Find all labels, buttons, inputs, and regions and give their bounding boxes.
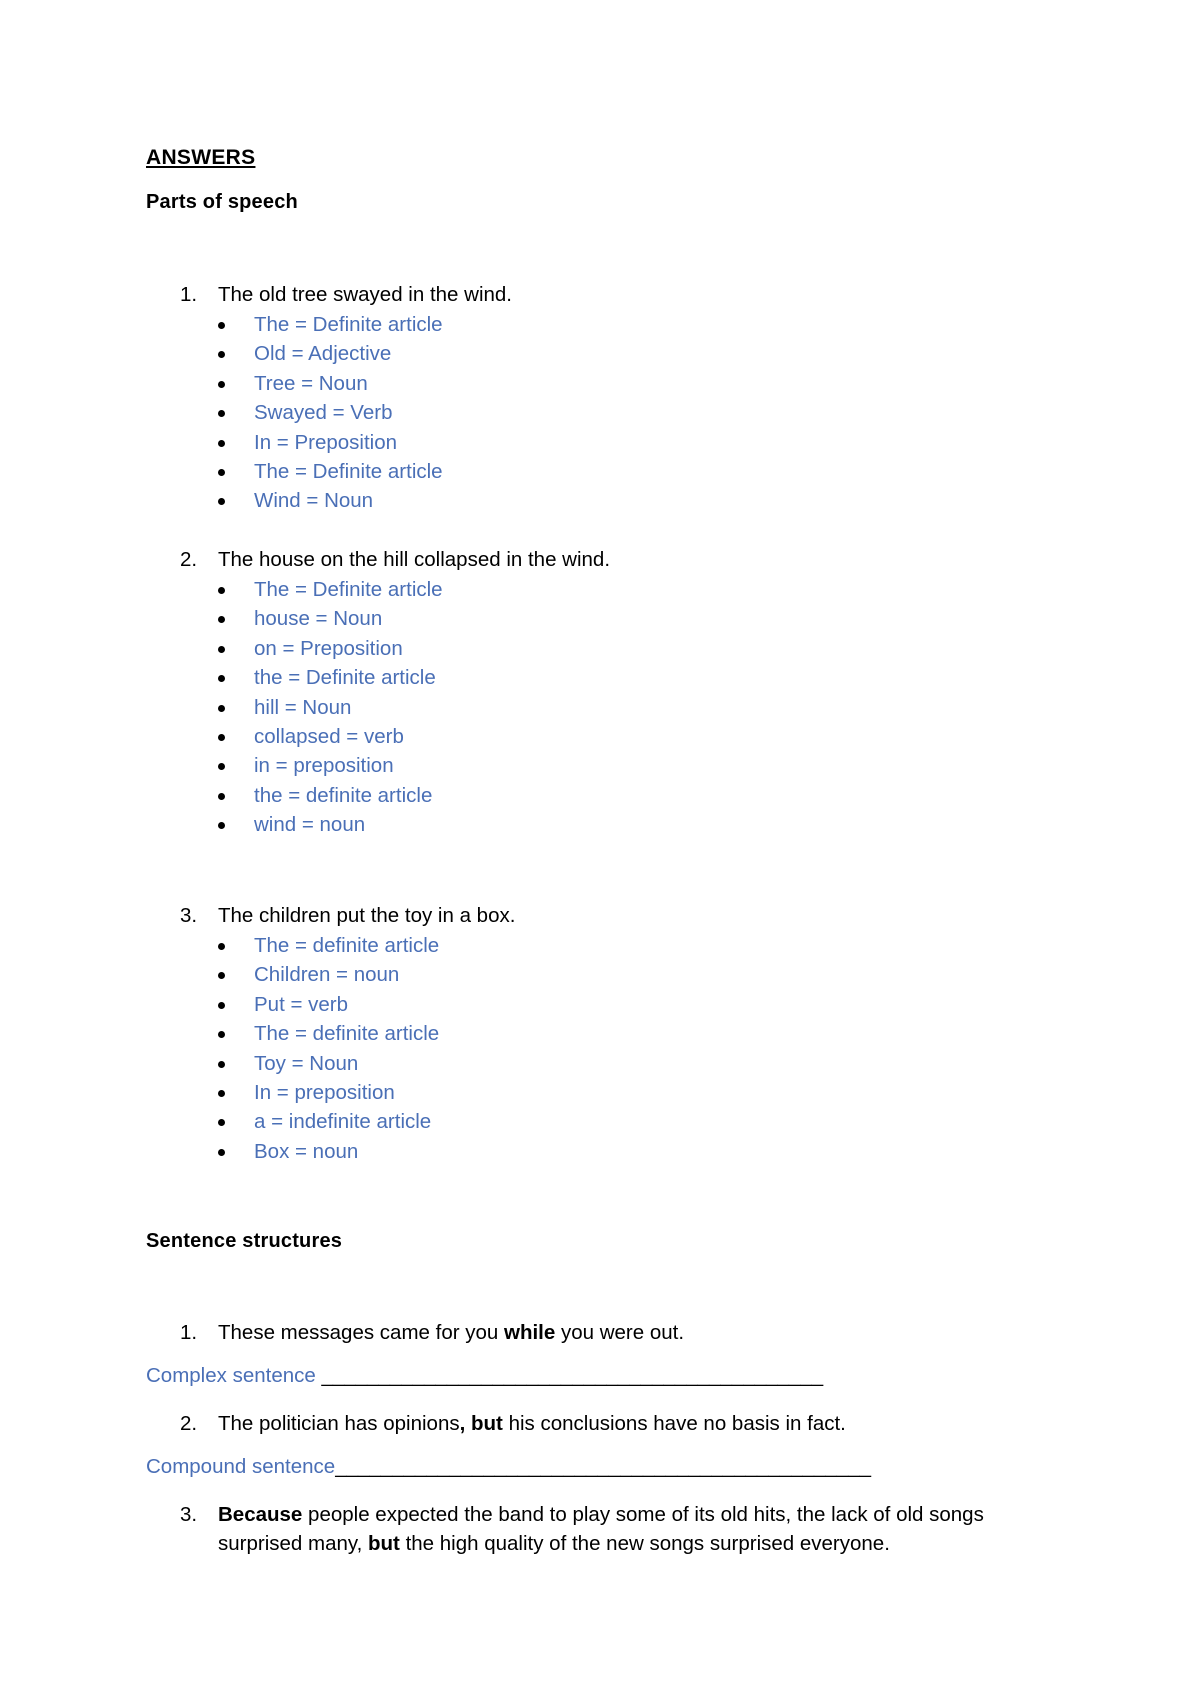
sentence-question-2: 2. The politician has opinions, but his conclusions have no basis in fact.	[180, 1409, 846, 1438]
bullet-icon	[218, 943, 225, 950]
bullet-icon	[218, 972, 225, 979]
question-number: 3.	[180, 904, 198, 927]
list-item: Wind = Noun	[218, 486, 443, 515]
bullet-icon	[218, 1061, 225, 1068]
answer-text: Complex sentence	[146, 1364, 322, 1387]
list-item: Put = verb	[218, 990, 439, 1019]
conjunction-bold: Because	[218, 1503, 303, 1526]
conjunction-bold: but	[368, 1532, 400, 1555]
answer-line-2	[146, 1455, 871, 1479]
answer-blank: ____________________________________________	[321, 1364, 824, 1387]
conjunction-bold: while	[504, 1321, 556, 1344]
list-item: The = Definite article	[218, 457, 443, 486]
bullet-icon	[218, 1090, 225, 1097]
page-title: ANSWERS	[146, 146, 256, 169]
list-item: Old = Adjective	[218, 339, 443, 368]
answer-text: Compound sentence	[146, 1455, 336, 1478]
list-item: The = definite article	[218, 931, 439, 960]
bullet-icon	[218, 587, 225, 594]
bullet-icon	[218, 469, 225, 476]
list-item: Children = noun	[218, 960, 439, 989]
list-item: on = Preposition	[218, 634, 443, 663]
question-text-line-2: surprised many, but the high quality of the new songs surprised everyone.	[218, 1532, 890, 1555]
section-heading-parts-of-speech: Parts of speech	[146, 191, 298, 213]
sentence-question-3: 3. Because people expected the band to play some of its old hits, the lack of old songs surprised many, but the high quality of the new songs surprised everyone.	[180, 1500, 984, 1558]
question-number: 2.	[180, 1412, 198, 1435]
list-item: The = Definite article	[218, 310, 443, 339]
answer-list-2	[218, 575, 443, 840]
question-1	[180, 280, 512, 309]
question-number: 3.	[180, 1503, 198, 1526]
conjunction-bold: , but	[459, 1412, 503, 1435]
list-item: Box = noun	[218, 1137, 439, 1166]
bullet-icon	[218, 1002, 225, 1009]
list-item: house = Noun	[218, 604, 443, 633]
list-item: hill = Noun	[218, 693, 443, 722]
answer-blank: _______________________________________________	[335, 1455, 872, 1478]
sentence-question-1: 1. These messages came for you while you were out.	[180, 1318, 684, 1347]
bullet-icon	[218, 440, 225, 447]
bullet-icon	[218, 616, 225, 623]
question-text: The old tree swayed in the wind.	[218, 283, 512, 306]
question-number: 1.	[180, 283, 198, 306]
bullet-icon	[218, 410, 225, 417]
bullet-icon	[218, 1119, 225, 1126]
list-item: The = definite article	[218, 1019, 439, 1048]
bullet-icon	[218, 646, 225, 653]
list-item: In = preposition	[218, 1078, 439, 1107]
question-2	[180, 545, 610, 574]
list-item: in = preposition	[218, 751, 443, 780]
answer-list-3	[218, 931, 439, 1166]
bullet-icon	[218, 734, 225, 741]
bullet-icon	[218, 1031, 225, 1038]
bullet-icon	[218, 351, 225, 358]
list-item: Toy = Noun	[218, 1049, 439, 1078]
bullet-icon	[218, 675, 225, 682]
list-item: the = Definite article	[218, 663, 443, 692]
bullet-icon	[218, 763, 225, 770]
question-number: 2.	[180, 548, 198, 571]
bullet-icon	[218, 322, 225, 329]
bullet-icon	[218, 822, 225, 829]
list-item: collapsed = verb	[218, 722, 443, 751]
bullet-icon	[218, 498, 225, 505]
list-item: The = Definite article	[218, 575, 443, 604]
question-3	[180, 901, 515, 930]
bullet-icon	[218, 705, 225, 712]
question-text: The house on the hill collapsed in the wind.	[218, 548, 611, 571]
list-item: a = indefinite article	[218, 1107, 439, 1136]
list-item: Tree = Noun	[218, 369, 443, 398]
bullet-icon	[218, 381, 225, 388]
section-heading-sentence-structures: Sentence structures	[146, 1230, 343, 1252]
question-text: The children put the toy in a box.	[218, 904, 516, 927]
answer-list-1	[218, 310, 443, 516]
list-item: Swayed = Verb	[218, 398, 443, 427]
bullet-icon	[218, 1149, 225, 1156]
list-item: In = Preposition	[218, 428, 443, 457]
answer-line-1	[146, 1364, 823, 1388]
bullet-icon	[218, 793, 225, 800]
list-item: wind = noun	[218, 810, 443, 839]
question-number: 1.	[180, 1321, 198, 1344]
list-item: the = definite article	[218, 781, 443, 810]
